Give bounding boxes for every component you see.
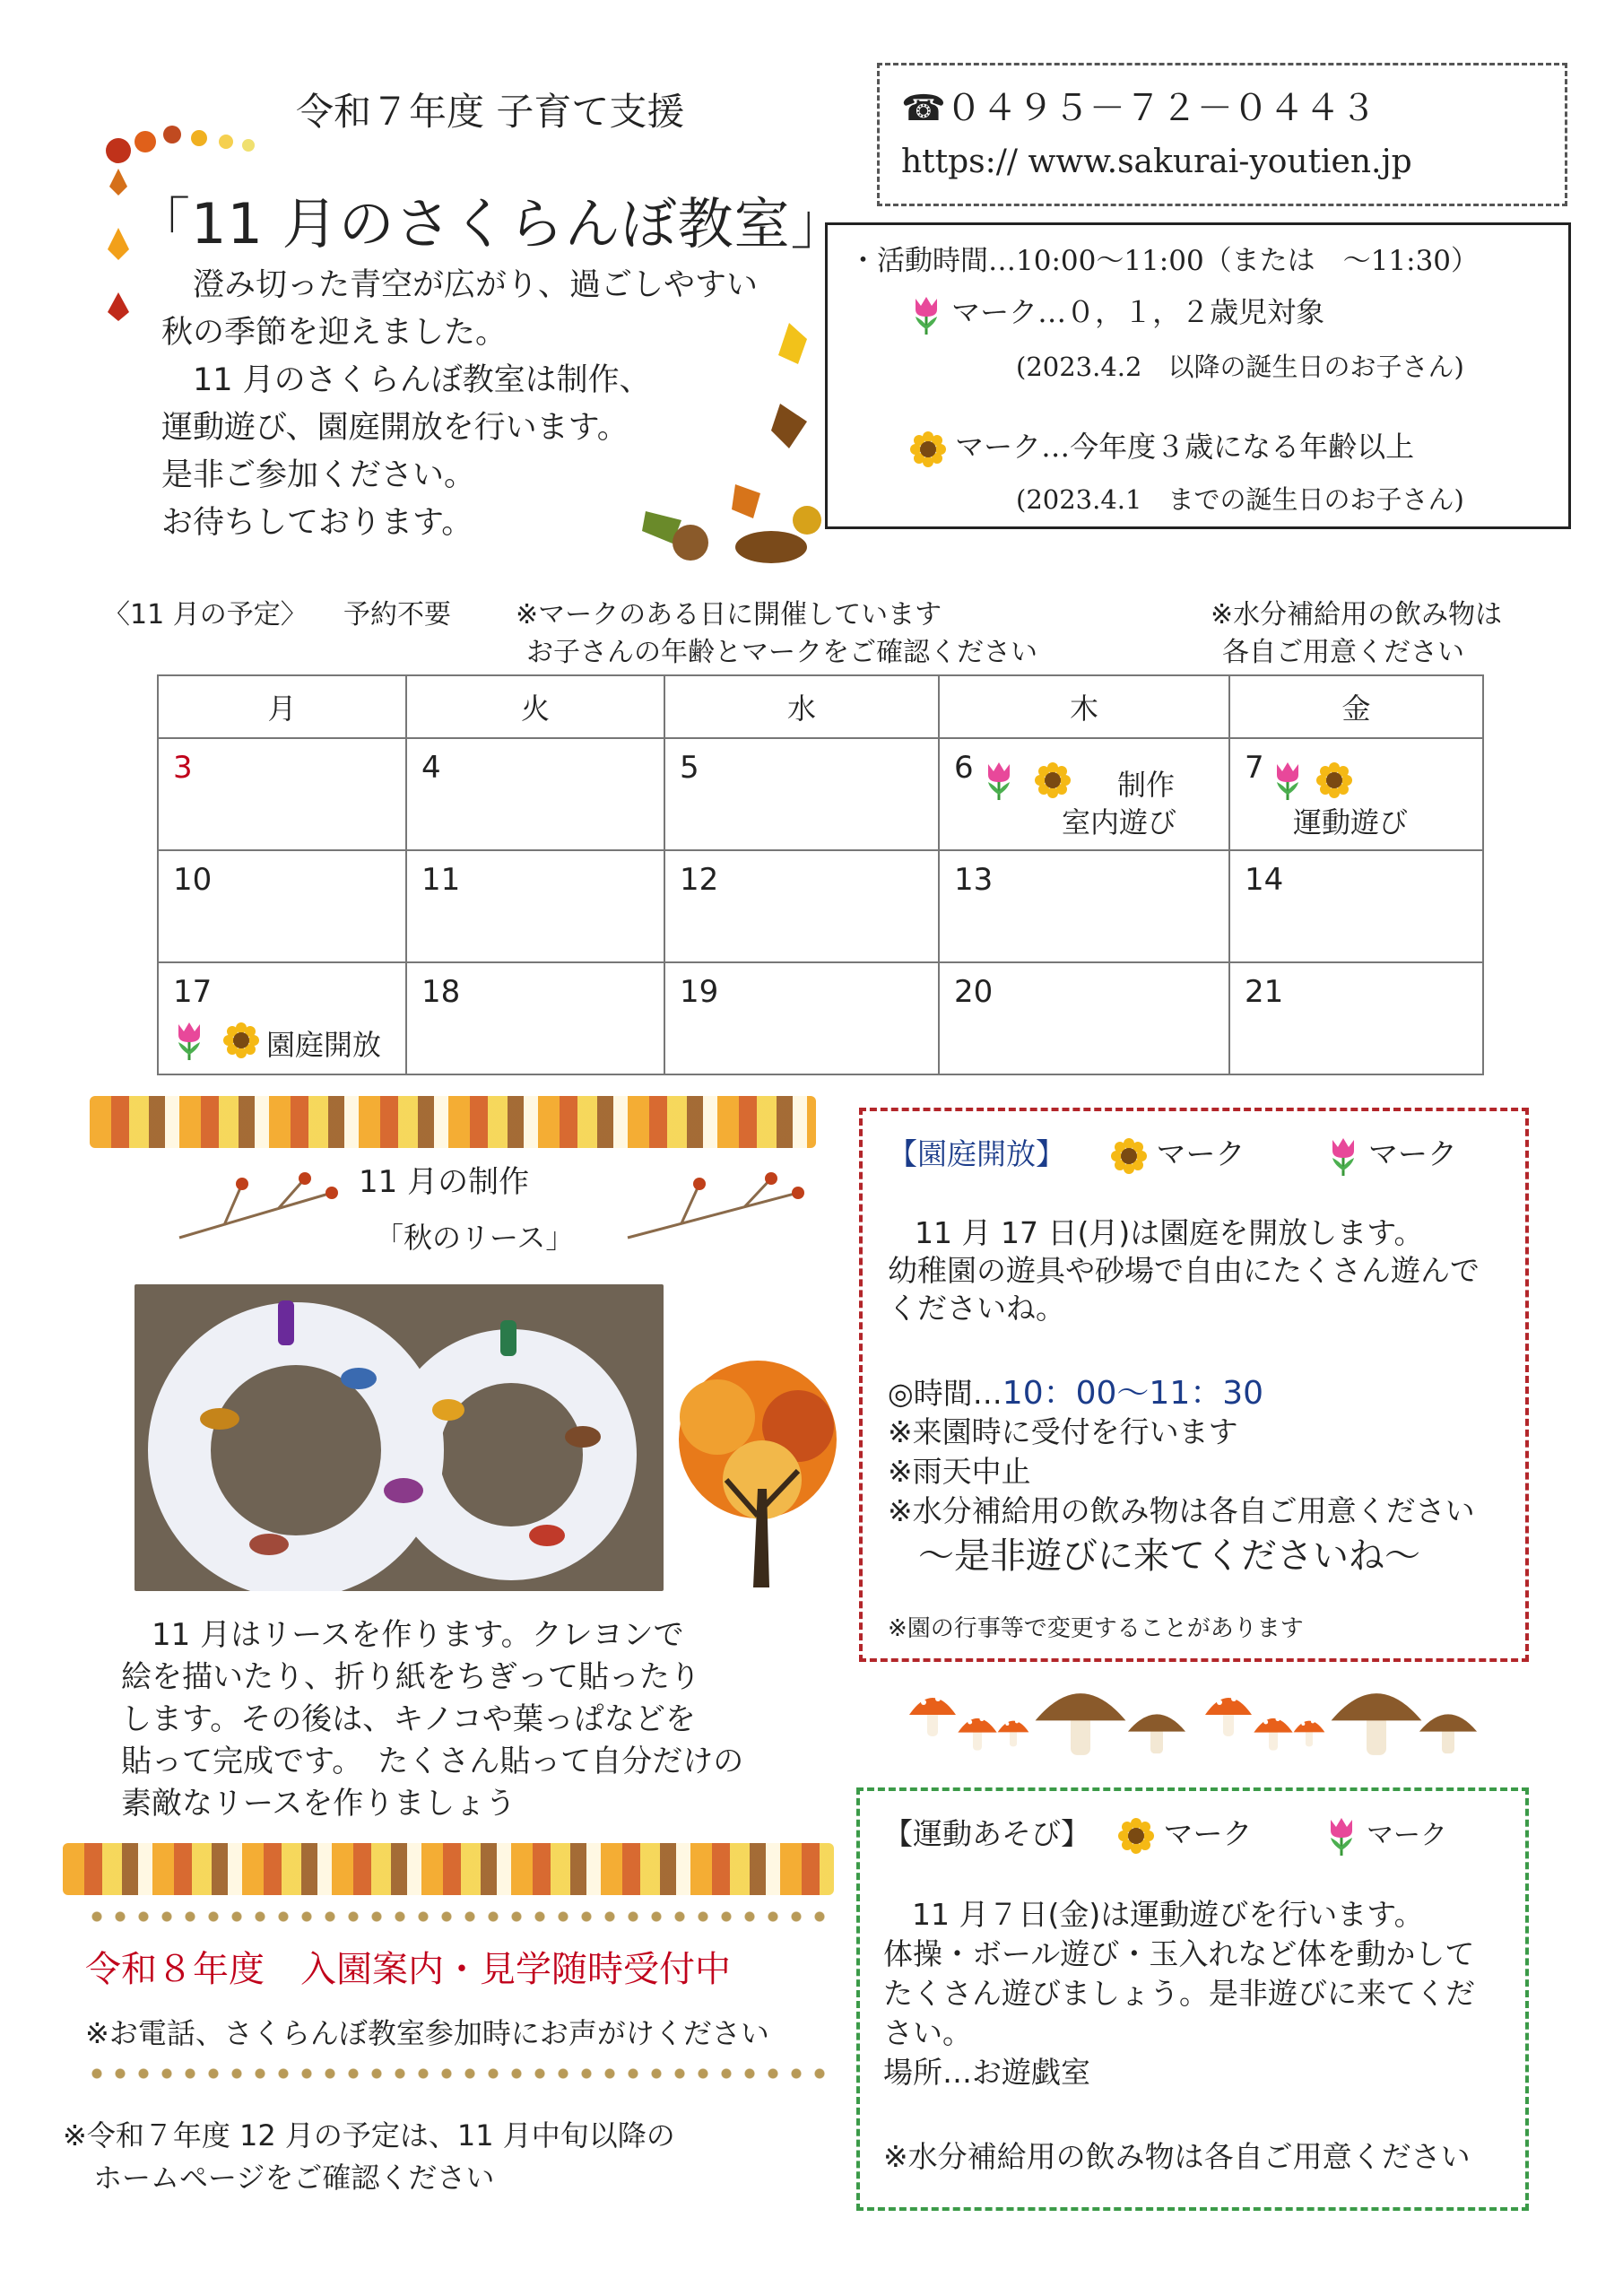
sunflower-icon xyxy=(1111,1138,1147,1174)
day-number-holiday: 3 xyxy=(173,750,193,786)
craft-line: します。その後は、キノコや葉っぱなどを xyxy=(121,1701,696,1737)
craft-title: 11 月の制作 xyxy=(359,1164,530,1200)
calendar-cell xyxy=(158,962,406,1074)
day-number: 13 xyxy=(954,862,994,898)
autumn-leaves-decoration xyxy=(610,305,843,574)
contact-box xyxy=(877,63,1567,206)
mark-label: マーク xyxy=(1163,1816,1253,1851)
craft-line: 貼って完成です。 たくさん貼って自分だけの xyxy=(121,1744,744,1779)
mushroom-decoration xyxy=(906,1677,1480,1767)
intro-line: 秋の季節を迎えました。 xyxy=(161,315,508,351)
exercise-box xyxy=(856,1787,1529,2211)
leaf-garland-decoration xyxy=(90,1096,816,1148)
drink-note: 各自ご用意ください xyxy=(1222,637,1464,668)
intro-line: 是非ご参加ください。 xyxy=(161,457,476,493)
calendar-cell xyxy=(158,850,406,962)
tulip-icon xyxy=(1327,1135,1359,1178)
mark-label: マーク xyxy=(1368,1136,1457,1171)
wreath-illustration xyxy=(135,1284,664,1591)
garden-note: ※雨天中止 xyxy=(888,1454,1031,1489)
exercise-text: 体操・ボール遊び・玉入れなど体を動かして xyxy=(883,1936,1475,1971)
phone-icon: ☎ xyxy=(901,88,946,129)
calendar-table xyxy=(157,674,1484,1075)
no-reservation: 予約不要 xyxy=(343,599,451,631)
tulip-icon xyxy=(1271,759,1304,802)
dot-divider xyxy=(85,1910,829,1923)
day-number: 18 xyxy=(421,974,461,1010)
main-title: 「11 月のさくらんぼ教室」 xyxy=(135,191,847,257)
activity-info-box xyxy=(825,222,1571,529)
exercise-heading-row xyxy=(883,1811,1447,1857)
calendar-cell xyxy=(1229,962,1483,1074)
day-number: 21 xyxy=(1245,974,1284,1010)
admission-title: 令和８年度 入園案内・見学随時受付中 xyxy=(85,1949,731,1990)
mark-label: マーク xyxy=(1156,1136,1245,1171)
tulip-icon xyxy=(173,1019,205,1062)
december-note-line: ※令和７年度 12 月の予定は、11 月中旬以降の xyxy=(63,2118,675,2152)
calendar-cell xyxy=(939,962,1229,1074)
calendar-cell xyxy=(158,738,406,850)
weekday-header: 水 xyxy=(664,675,939,738)
craft-line: 11 月はリースを作ります。クレヨンで xyxy=(121,1617,684,1653)
intro-line: 11 月のさくらんぼ教室は制作、 xyxy=(161,362,651,398)
calendar-cell xyxy=(664,738,939,850)
sunflower-mark-note: (2023.4.1 までの誕生日のお子さん) xyxy=(1016,484,1464,515)
day-number: 10 xyxy=(173,862,213,898)
day-number: 11 xyxy=(421,862,461,898)
tulip-icon xyxy=(1325,1814,1358,1857)
event-garden-open: 園庭開放 xyxy=(266,1028,382,1062)
calendar-cell xyxy=(406,738,664,850)
tulip-mark-row xyxy=(910,290,1324,336)
exercise-place: 場所…お遊戯室 xyxy=(883,2055,1090,2090)
intro-line: 澄み切った青空が広がり、過ごしやすい xyxy=(161,267,759,303)
leaf-garland-decoration xyxy=(63,1843,834,1895)
weekday-header: 火 xyxy=(406,675,664,738)
calendar-week-row xyxy=(158,962,1483,1074)
schedule-heading: 〈11 月の予定〉 xyxy=(103,599,308,631)
day-number: 4 xyxy=(421,750,441,786)
sunflower-icon xyxy=(223,1022,259,1058)
phone-row xyxy=(901,82,1543,135)
calendar-cell xyxy=(1229,850,1483,962)
garden-open-box xyxy=(859,1108,1529,1662)
sunflower-icon xyxy=(1316,762,1352,798)
weekday-header: 月 xyxy=(158,675,406,738)
tulip-icon xyxy=(983,759,1015,802)
sunflower-icon xyxy=(1035,762,1071,798)
december-note xyxy=(63,2115,675,2199)
exercise-text: たくさん遊びましょう。是非遊びに来てくだ xyxy=(883,1976,1475,2011)
autumn-tree-illustration xyxy=(664,1354,852,1596)
exercise-drink-note: ※水分補給用の飲み物は各自ご用意ください xyxy=(883,2139,1471,2174)
exercise-text: 11 月７日(金)は運動遊びを行います。 xyxy=(912,1897,1424,1932)
weekday-header: 金 xyxy=(1229,675,1483,738)
schedule-note: お子さんの年齢とマークをご確認ください xyxy=(526,637,1037,668)
calendar-cell xyxy=(939,738,1229,850)
intro-line: 運動遊び、園庭開放を行います。 xyxy=(161,410,629,446)
sunflower-icon xyxy=(910,431,946,467)
garden-time xyxy=(888,1368,1263,1413)
dot-divider xyxy=(85,2067,829,2080)
garden-footnote: ※園の行事等で変更することがあります xyxy=(888,1615,1304,1642)
sunflower-mark-label: マーク…今年度３歳になる年齢以上 xyxy=(955,430,1415,464)
sunflower-mark-row xyxy=(910,424,1414,467)
day-number: 12 xyxy=(680,862,719,898)
calendar-cell xyxy=(664,962,939,1074)
activity-time: ・活動時間…10:00～11:00（または ～11:30） xyxy=(849,245,1480,277)
day-number: 7 xyxy=(1245,750,1264,786)
calendar-week-row xyxy=(158,850,1483,962)
garden-text: くださいね。 xyxy=(888,1291,1065,1326)
craft-line: 絵を描いたり、折り紙をちぎって貼ったり xyxy=(121,1659,700,1695)
drink-note: ※水分補給用の飲み物は xyxy=(1211,599,1503,631)
craft-name: 「秋のリース」 xyxy=(375,1221,575,1255)
calendar-cell xyxy=(406,962,664,1074)
craft-line: 素敵なリースを作りましょう xyxy=(121,1786,516,1822)
website-url[interactable]: https:// www.sakurai-youtien.jp xyxy=(901,144,1412,180)
phone-number: ０４９５－７２－０４４３ xyxy=(945,88,1376,129)
mark-label: マーク xyxy=(1367,1820,1447,1851)
event-exercise: 運動遊び xyxy=(1293,805,1409,839)
day-number: 17 xyxy=(173,974,213,1010)
berry-branch-decoration xyxy=(619,1166,816,1256)
garden-slogan: ～是非遊びに来てくださいね～ xyxy=(918,1535,1420,1577)
garden-note: ※水分補給用の飲み物は各自ご用意ください xyxy=(888,1493,1475,1528)
admission-note: ※お電話、さくらんぼ教室参加時にお声がけください xyxy=(85,2016,769,2050)
sunflower-icon xyxy=(1118,1818,1154,1854)
garden-text: 11 月 17 日(月)は園庭を開放します。 xyxy=(915,1215,1424,1250)
calendar-cell xyxy=(664,850,939,962)
day-number: 5 xyxy=(680,750,699,786)
craft-description xyxy=(121,1614,829,1825)
calendar-week-row xyxy=(158,738,1483,850)
tulip-mark-label: マーク…０，１，２歳児対象 xyxy=(951,295,1325,329)
day-number: 14 xyxy=(1245,862,1284,898)
time-label: ◎時間… xyxy=(888,1376,1002,1411)
exercise-text: さい。 xyxy=(883,2015,972,2050)
december-note-line: ホームページをご確認ください xyxy=(93,2161,495,2195)
calendar-cell xyxy=(939,850,1229,962)
garden-heading-row xyxy=(888,1131,1457,1178)
berry-branch-decoration xyxy=(170,1166,350,1256)
garden-text: 幼稚園の遊具や砂場で自由にたくさん遊んで xyxy=(888,1253,1480,1288)
exercise-heading: 【運動あそび】 xyxy=(883,1816,1090,1851)
tulip-icon xyxy=(910,293,942,336)
day-number: 6 xyxy=(954,750,974,786)
wreath-photo xyxy=(135,1284,664,1591)
calendar-header-row xyxy=(158,675,1483,738)
weekday-header: 木 xyxy=(939,675,1229,738)
calendar-cell xyxy=(1229,738,1483,850)
day-number: 20 xyxy=(954,974,994,1010)
event-indoor-play: 室内遊び xyxy=(1062,805,1177,839)
intro-line: お待ちしております。 xyxy=(161,505,473,541)
time-value: 10：00～11：30 xyxy=(1002,1375,1264,1412)
schedule-note: ※マークのある日に開催しています xyxy=(516,599,942,631)
calendar-cell xyxy=(406,850,664,962)
garden-heading: 【園庭開放】 xyxy=(888,1136,1065,1171)
day-number: 19 xyxy=(680,974,719,1010)
event-craft: 制作 xyxy=(1117,768,1176,802)
garden-note: ※来園時に受付を行います xyxy=(888,1414,1238,1449)
program-subtitle: 令和７年度 子育て支援 xyxy=(296,90,685,134)
tulip-mark-note: (2023.4.2 以降の誕生日のお子さん) xyxy=(1016,352,1464,382)
